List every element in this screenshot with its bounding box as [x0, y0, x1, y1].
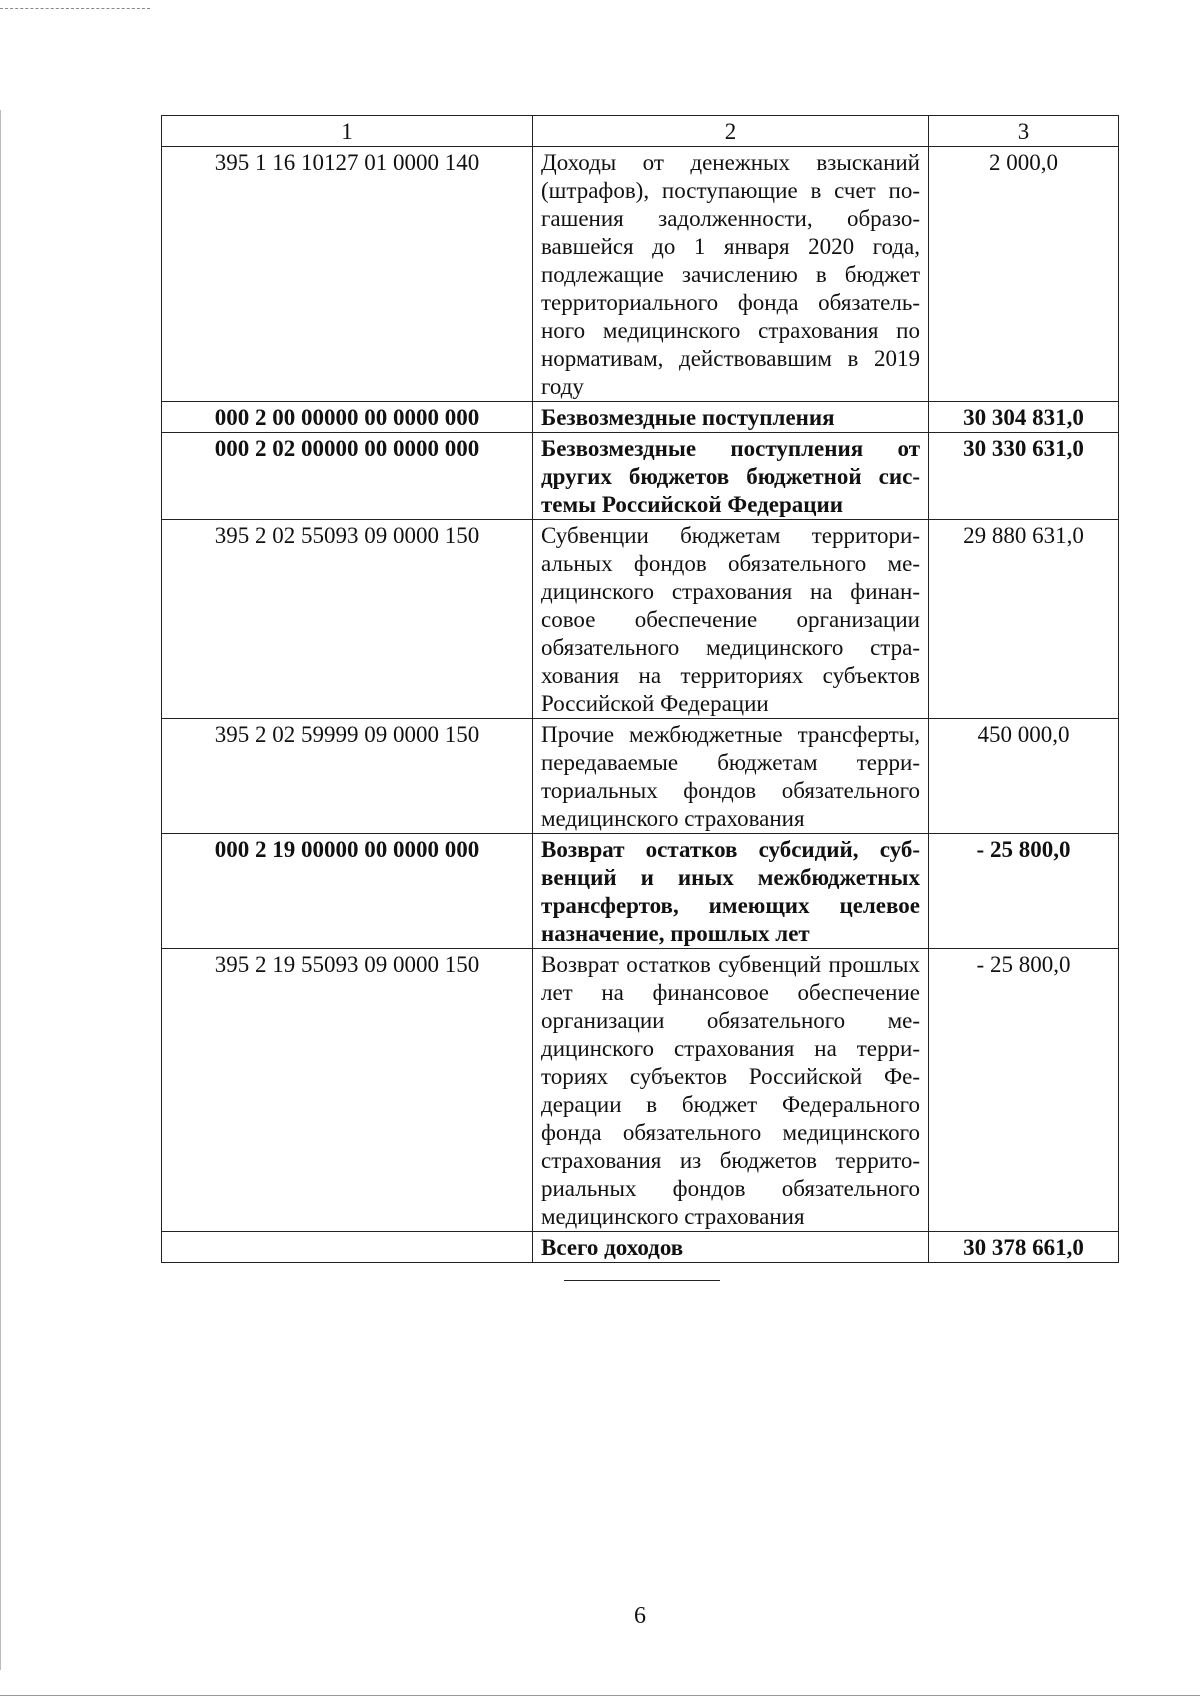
description-cell: Безвозмездные поступления от других бюджетов бюджетной системы Российской Федерации [533, 433, 929, 520]
amount-cell: 30 304 831,0 [929, 402, 1119, 433]
table-header-row [162, 116, 1119, 147]
scan-artifact-left-edge [0, 110, 1, 1670]
amount-cell: - 25 800,0 [929, 834, 1119, 949]
column-header-description: 2 [533, 116, 929, 147]
amount-cell: 2 000,0 [929, 147, 1119, 402]
end-divider-line [564, 1280, 720, 1281]
description-cell: Доходы от денежных взысканий (штрафов), поступающие в счет погашения задолженности, образовавшейся до 1 января 2020 года, подлежащие зачислению в бюджет территориального фонда обязательного медицинского страхования по нормативам, действовавшим в 2019 году [533, 147, 929, 402]
amount-cell: 29 880 631,0 [929, 520, 1119, 719]
page-number: 6 [634, 1603, 646, 1629]
total-amount-cell: 30 378 661,0 [929, 1232, 1119, 1263]
description-cell: Возврат остатков субвенций прошлых лет на финансовое обеспечение организации обязательного медицинского страхования на территориях субъектов Российской Федерации в бюджет Федерального фонда обязательного медицинского страхования из бюджетов территориальных фондов обязательного медицинского страхования [533, 949, 929, 1232]
description-cell: Безвозмездные поступления [533, 402, 929, 433]
budget-code-cell: 395 2 02 59999 09 0000 150 [162, 719, 533, 834]
budget-code-cell: 395 1 16 10127 01 0000 140 [162, 147, 533, 402]
table-row [162, 520, 1119, 719]
budget-code-cell: 395 2 02 55093 09 0000 150 [162, 520, 533, 719]
amount-cell: 450 000,0 [929, 719, 1119, 834]
budget-code-cell: 395 2 19 55093 09 0000 150 [162, 949, 533, 1232]
table-row [162, 719, 1119, 834]
table-row [162, 147, 1119, 402]
table-row [162, 834, 1119, 949]
amount-cell: 30 330 631,0 [929, 433, 1119, 520]
description-cell: Прочие межбюджетные трансферты, передаваемые бюджетам территориальных фондов обязательного медицинского страхования [533, 719, 929, 834]
table-row [162, 433, 1119, 520]
table-row [162, 949, 1119, 1232]
description-cell: Возврат остатков субсидий, субвенций и иных межбюджетных трансфертов, имеющих целевое назначение, прошлых лет [533, 834, 929, 949]
total-label-cell: Всего доходов [533, 1232, 929, 1263]
scan-artifact-top [0, 8, 150, 9]
budget-code-cell: 000 2 19 00000 00 0000 000 [162, 834, 533, 949]
amount-cell: - 25 800,0 [929, 949, 1119, 1232]
column-header-amount: 3 [929, 116, 1119, 147]
budget-code-cell: 000 2 00 00000 00 0000 000 [162, 402, 533, 433]
total-row [162, 1232, 1119, 1263]
column-header-code: 1 [162, 116, 533, 147]
description-cell: Субвенции бюджетам территориальных фондов обязательного медицинского страхования на финансовое обеспечение организации обязательного медицинского страхования на территориях субъектов Российской Федерации [533, 520, 929, 719]
scan-artifact-bottom-edge [0, 1695, 1200, 1696]
budget-code-cell [162, 1232, 533, 1263]
table-row [162, 402, 1119, 433]
revenue-table [161, 115, 1119, 1263]
budget-code-cell: 000 2 02 00000 00 0000 000 [162, 433, 533, 520]
